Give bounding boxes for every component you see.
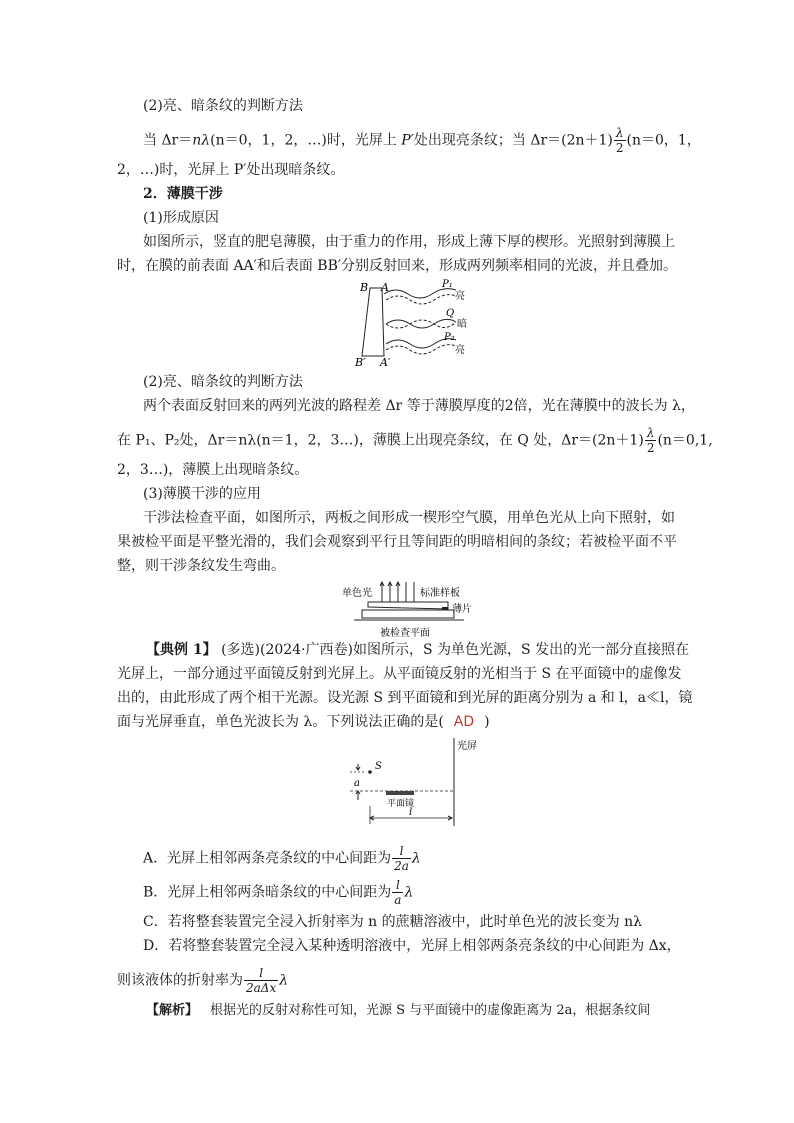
paragraph-line: 果被检平面是平整光滑的，我们会观察到平行且等间距的明暗相间的条纹；若被检平面不平 xyxy=(117,534,677,550)
paragraph-line: 时，在膜的前表面 AA′和后表面 BB′分别反射回来，形成两列频率相同的光波，并且叠加。 xyxy=(117,258,678,274)
label-standard-plate: 标准样板 xyxy=(420,588,460,599)
label-mirror: 平面镜 xyxy=(387,799,415,809)
fraction: $\frac{\lambda}{2}$ xyxy=(615,126,624,155)
label-bright-2: 亮 xyxy=(455,345,465,356)
label-P1: P₁ xyxy=(442,279,453,290)
paragraph-line: 干涉法检查平面，如图所示，两板之间形成一楔形空气膜，用单色光从上向下照射，如 xyxy=(143,510,675,526)
wave-p1-dashed xyxy=(386,295,456,304)
label-screen: 光屏 xyxy=(457,741,477,752)
section-title: 2．薄膜干涉 xyxy=(143,186,223,202)
option-d-cont: 则该液体的折射率为 $\frac{l}{\text{2aΔx}}$ λ xyxy=(117,966,289,995)
paragraph-line: 面与光屏垂直，单色光波长为 λ。下列说法正确的是( AD ) xyxy=(117,714,490,730)
wave-q-dashed xyxy=(386,320,456,328)
paragraph-line: 2，3…)，薄膜上出现暗条纹。 xyxy=(117,462,309,478)
paragraph-line: 2，…)时，光屏上 P′处出现暗条纹。 xyxy=(117,162,345,178)
paragraph-line: 在 P₁、P₂处，Δr＝nλ(n＝1，2，3…)，薄膜上出现亮条纹，在 Q 处，Δr＝(2n＋1) $\frac{\lambda}{2}$ (n＝0,1, xyxy=(117,426,713,455)
label-A-prime: A′ xyxy=(380,356,391,368)
wave-p2-dashed xyxy=(386,345,456,354)
wave-q-solid xyxy=(386,319,456,328)
label-A: A xyxy=(381,281,389,294)
label-tested-plane: 被检查平面 xyxy=(380,628,430,639)
label-dark: 暗 xyxy=(457,319,467,330)
soap-film-figure xyxy=(354,278,474,368)
option-b: B．光屏上相邻两条暗条纹的中心间距为 $\frac{l}{a}$ λ xyxy=(143,878,414,907)
wave-p1-solid xyxy=(384,289,456,298)
label-thin-sheet: 薄片 xyxy=(452,604,472,615)
label-B: B xyxy=(360,281,369,294)
paragraph-line: 两个表面反射回来的两列光波的路程差 Δr 等于薄膜厚度的2倍，光在薄膜中的波长为 λ， xyxy=(143,398,695,414)
label-B-prime: B′ xyxy=(355,356,366,368)
label-S: S xyxy=(375,761,382,772)
paragraph-line: 整，则干涉条纹发生弯曲。 xyxy=(117,558,285,574)
analysis-line: 【解析】 根据光的反射对称性可知，光源 S 与平面镜中的虚像距离为 2a，根据条纹间 xyxy=(146,1003,651,1018)
label-monochromatic-light: 单色光 xyxy=(342,588,372,599)
source-point xyxy=(368,770,372,774)
option-c: C．若将整套装置完全浸入折射率为 n 的蔗糖溶液中，此时单色光的波长变为 nλ xyxy=(143,914,642,930)
answer-text: AD xyxy=(453,714,475,730)
subheading: (2)亮、暗条纹的判断方法 xyxy=(143,374,303,390)
paragraph-line: 当 Δr＝nλ(n＝0，1，2，…)时，光屏上 P′处出现亮条纹；当 Δr＝(2n＋1) $\frac{\lambda}{2}$ (n＝0，1， xyxy=(143,126,701,155)
label-Q: Q xyxy=(446,308,455,319)
label-l: l xyxy=(409,807,413,818)
label-bright-1: 亮 xyxy=(455,291,465,302)
example-tag: 【典例 1】 xyxy=(146,642,217,658)
tested-plane xyxy=(362,610,454,618)
flatness-check-figure xyxy=(340,576,490,640)
example-line: 【典例 1】 (多选)(2024·广西卷)如图所示，S 为单色光源，S 发出的光一部分直接照在 xyxy=(146,642,690,658)
paragraph-line: 如图所示，竖直的肥皂薄膜，由于重力的作用，形成上薄下厚的楔形。光照射到薄膜上 xyxy=(143,234,675,250)
option-d: D．若将整套装置完全浸入某种透明溶液中，光屏上相邻两条亮条纹的中心间距为 Δx， xyxy=(143,938,681,954)
heading-bright-dark-method: (2)亮、暗条纹的判断方法 xyxy=(143,98,303,114)
label-a: a xyxy=(354,778,360,789)
plane-mirror xyxy=(386,791,414,795)
paragraph-line: 光屏上，一部分通过平面镜反射到光屏上。从平面镜反射的光相当于 S 在平面镜中的虚像发 xyxy=(117,666,682,682)
paragraph-line: 出的，由此形成了两个相干光源。设光源 S 到平面镜和到光屏的距离分别为 a 和 l，a≪l，镜 xyxy=(117,690,693,706)
label-P2: P₂ xyxy=(444,332,455,343)
fraction: $\frac{\lambda}{2}$ xyxy=(646,426,655,455)
subheading: (1)形成原因 xyxy=(143,210,219,226)
analysis-tag: 【解析】 xyxy=(146,1003,199,1018)
option-a: A．光屏上相邻两条亮条纹的中心间距为 $\frac{l}{2a}$ λ xyxy=(143,844,421,873)
mirror-setup-figure xyxy=(340,738,480,830)
subheading: (3)薄膜干涉的应用 xyxy=(143,486,261,502)
standard-plate xyxy=(368,602,448,609)
